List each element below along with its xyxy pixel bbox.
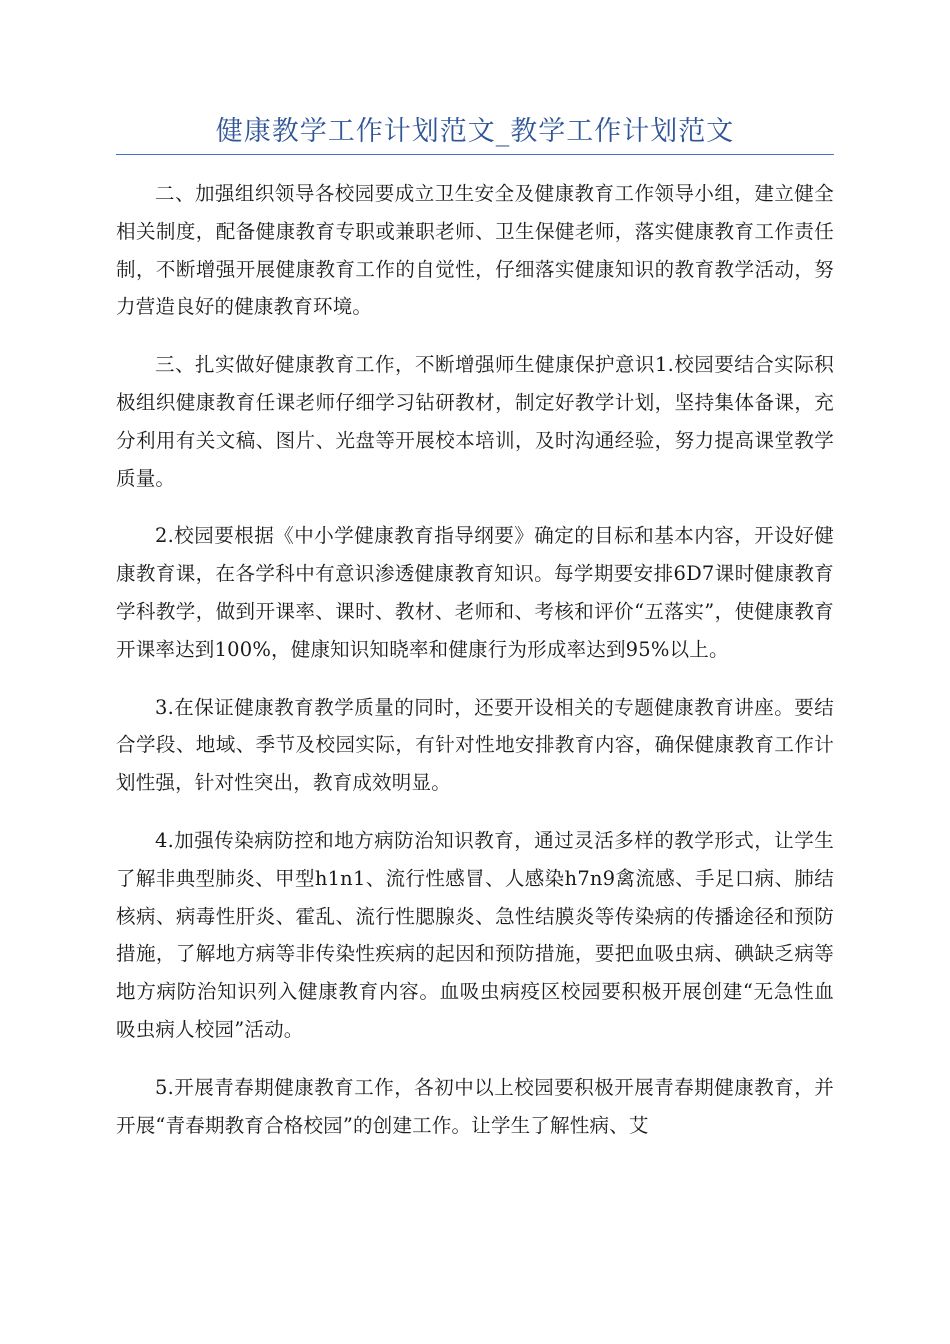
title-underline [116,154,834,155]
paragraph-curriculum: 2.校园要根据《中小学健康教育指导纲要》确定的目标和基本内容，开设好健康教育课，在各学科中有意识渗透健康教育知识。每学期要安排6D7课时健康教育学科教学，做到开课率、课时、教材、老师和、考核和评价“五落实”，使健康教育开课率达到100%，健康知识知晓率和健康行为形成率达到95%以上。 [116,524,834,661]
paragraph-disease-prevention: 4.加强传染病防控和地方病防治知识教育，通过灵活多样的教学形式，让学生了解非典型肺炎、甲型h1n1、流行性感冒、人感染h7n9禽流感、手足口病、肺结核病、病毒性肝炎、霍乱、流行性腮腺炎、急性结膜炎等传染病的传播途径和预防措施，了解地方病等非传染性疾病的起因和预防措施，要把血吸虫病、碘缺乏病等地方病防治知识列入健康教育内容。血吸虫病疫区校园要积极开展创建“无急性血吸虫病人校园”活动。 [116,828,834,1041]
paragraph-organization: 二、加强组织领导各校园要成立卫生安全及健康教育工作领导小组，建立健全相关制度，配备健康教育专职或兼职老师、卫生保健老师，落实健康教育工作责任制，不断增强开展健康教育工作的自觉性，仔细落实健康知识的教育教学活动，努力营造良好的健康教育环境。 [116,182,834,319]
document-body [116,175,834,1164]
paragraph-health-education-work: 三、扎实做好健康教育工作，不断增强师生健康保护意识1.校园要结合实际积极组织健康教育任课老师仔细学习钻研教材，制定好教学计划，坚持集体备课，充分利用有关文稿、图片、光盘等开展校本培训，及时沟通经验，努力提高课堂教学质量。 [116,353,834,490]
paragraph-lectures: 3.在保证健康教育教学质量的同时，还要开设相关的专题健康教育讲座。要结合学段、地域、季节及校园实际，有针对性地安排教育内容，确保健康教育工作计划性强，针对性突出，教育成效明显。 [116,695,834,795]
document-title: 健康教学工作计划范文_教学工作计划范文 [215,116,735,147]
paragraph-adolescent-health: 5.开展青春期健康教育工作，各初中以上校园要积极开展青春期健康教育，并开展“青春期教育合格校园”的创建工作。让学生了解性病、艾 [116,1075,834,1137]
